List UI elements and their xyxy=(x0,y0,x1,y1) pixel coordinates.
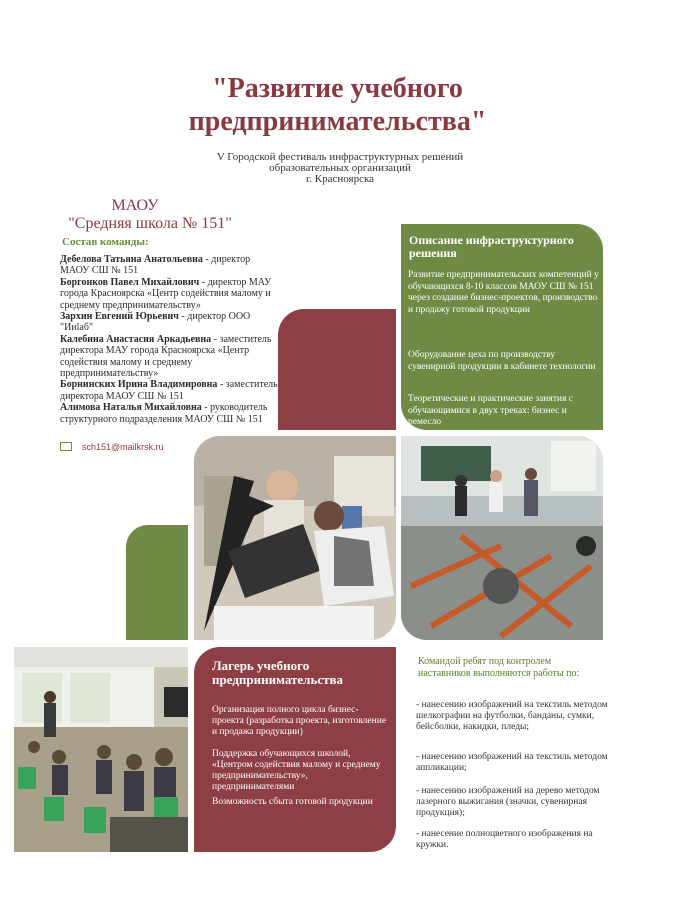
photo-heat-press xyxy=(194,436,396,640)
team-member xyxy=(60,311,280,334)
team-member xyxy=(60,402,280,425)
works-item: - нанесению изображений на текстиль методом аппликации; xyxy=(416,752,608,773)
school-type: МАОУ xyxy=(111,197,159,214)
school-name: "Средняя школа № 151" xyxy=(68,215,232,232)
infra-description-panel xyxy=(401,224,603,430)
page-title xyxy=(0,72,675,138)
member-name: Зархин Евгений Юрьевич xyxy=(60,311,179,323)
camp-panel xyxy=(194,647,396,852)
team-member xyxy=(60,254,280,277)
member-role: - директор МАОУ СШ № 151 xyxy=(60,254,251,277)
member-name: Алимова Наталья Михайловна xyxy=(60,402,202,414)
works-item: - нанесение полноцветного изображения на кружки. xyxy=(416,829,593,850)
camp-paragraph-3: Возможность сбыта готовой продукции xyxy=(212,797,373,807)
team-member xyxy=(60,334,280,380)
member-role: - руководитель структурного подразделения МАОУ СШ № 151 xyxy=(60,402,268,425)
member-name: Борнинских Ирина Владимировна xyxy=(60,379,218,391)
photo-classroom xyxy=(14,647,188,852)
member-name: Дебелова Татьяна Анатольевна xyxy=(60,254,203,265)
works-item: - нанесению изображений на дерево методом лазерного выжигания (значки, сувенирная продукция); xyxy=(416,786,600,818)
photo-heat-press-illustration xyxy=(194,436,396,640)
team-heading: Состав команды: xyxy=(62,236,149,248)
member-role: - директор МАУ города Красноярска «Центр содействия малому и среднему предпринимательству» xyxy=(60,276,272,311)
member-name: Калебина Анастасия Аркадьевна xyxy=(60,333,212,345)
festival-subtitle xyxy=(160,152,520,185)
email-contact[interactable] xyxy=(60,441,164,452)
photo-workshop-illustration xyxy=(401,436,603,640)
festival-line-2: образовательных организаций xyxy=(269,162,411,174)
infra-paragraph-2: Оборудование цеха по производству сувенирной продукции в кабинете технологии xyxy=(408,350,596,372)
member-role: - директор ООО "Ииlаб" xyxy=(60,311,251,334)
camp-paragraph-2: Поддержка обучающихся школой, «Центром содействия малому и среднему предпринимательству», предпринимателями xyxy=(212,749,381,792)
decorative-red-block xyxy=(278,309,396,430)
member-name: Боргонков Павел Михайлович xyxy=(60,276,200,288)
infra-paragraph-3: Теоретические и практические занятия с обучающимися в двух треках: бизнес и ремесло xyxy=(408,394,573,427)
email-text[interactable]: sch151@mailkrsk.ru xyxy=(82,442,164,452)
title-line-2: предпринимательства" xyxy=(188,106,487,137)
team-member xyxy=(60,379,280,402)
festival-line-1: V Городской фестиваль инфраструктурных решений xyxy=(216,151,464,163)
member-role: - заместитель директора МАОУ СШ № 151 xyxy=(60,379,278,402)
photo-classroom-illustration xyxy=(14,647,188,852)
festival-line-3: г. Красноярска xyxy=(305,173,375,185)
infra-heading: Описание инфраструктурного решения xyxy=(409,233,574,260)
works-heading: Командой ребят под контролем наставников выполняются работы по: xyxy=(418,656,580,679)
camp-heading: Лагерь учебного предпринимательства xyxy=(212,658,344,687)
works-item: - нанесению изображений на текстиль методом шелкографии на футболки, банданы, сумки, бейсболки, накидки, пледы; xyxy=(416,700,608,732)
envelope-icon xyxy=(60,442,72,451)
camp-paragraph-1: Организация полного цикла бизнес-проекта (разработка проекта, изготовление и продажа продукции) xyxy=(212,705,387,737)
title-line-1: "Развитие учебного xyxy=(212,73,463,104)
infra-paragraph-1: Развитие предпринимательских компетенций у обучающихся 8-10 классов МАОУ СШ № 151 через создание бизнес-проектов, производство и продажу готовой продукции xyxy=(408,270,599,315)
member-role: - заместитель директора МАУ города Красноярска «Центр содействия малому и среднему предпринимательству» xyxy=(60,333,272,380)
decorative-green-block xyxy=(126,525,188,640)
team-list xyxy=(60,254,280,425)
team-member xyxy=(60,277,280,311)
photo-workshop xyxy=(401,436,603,640)
